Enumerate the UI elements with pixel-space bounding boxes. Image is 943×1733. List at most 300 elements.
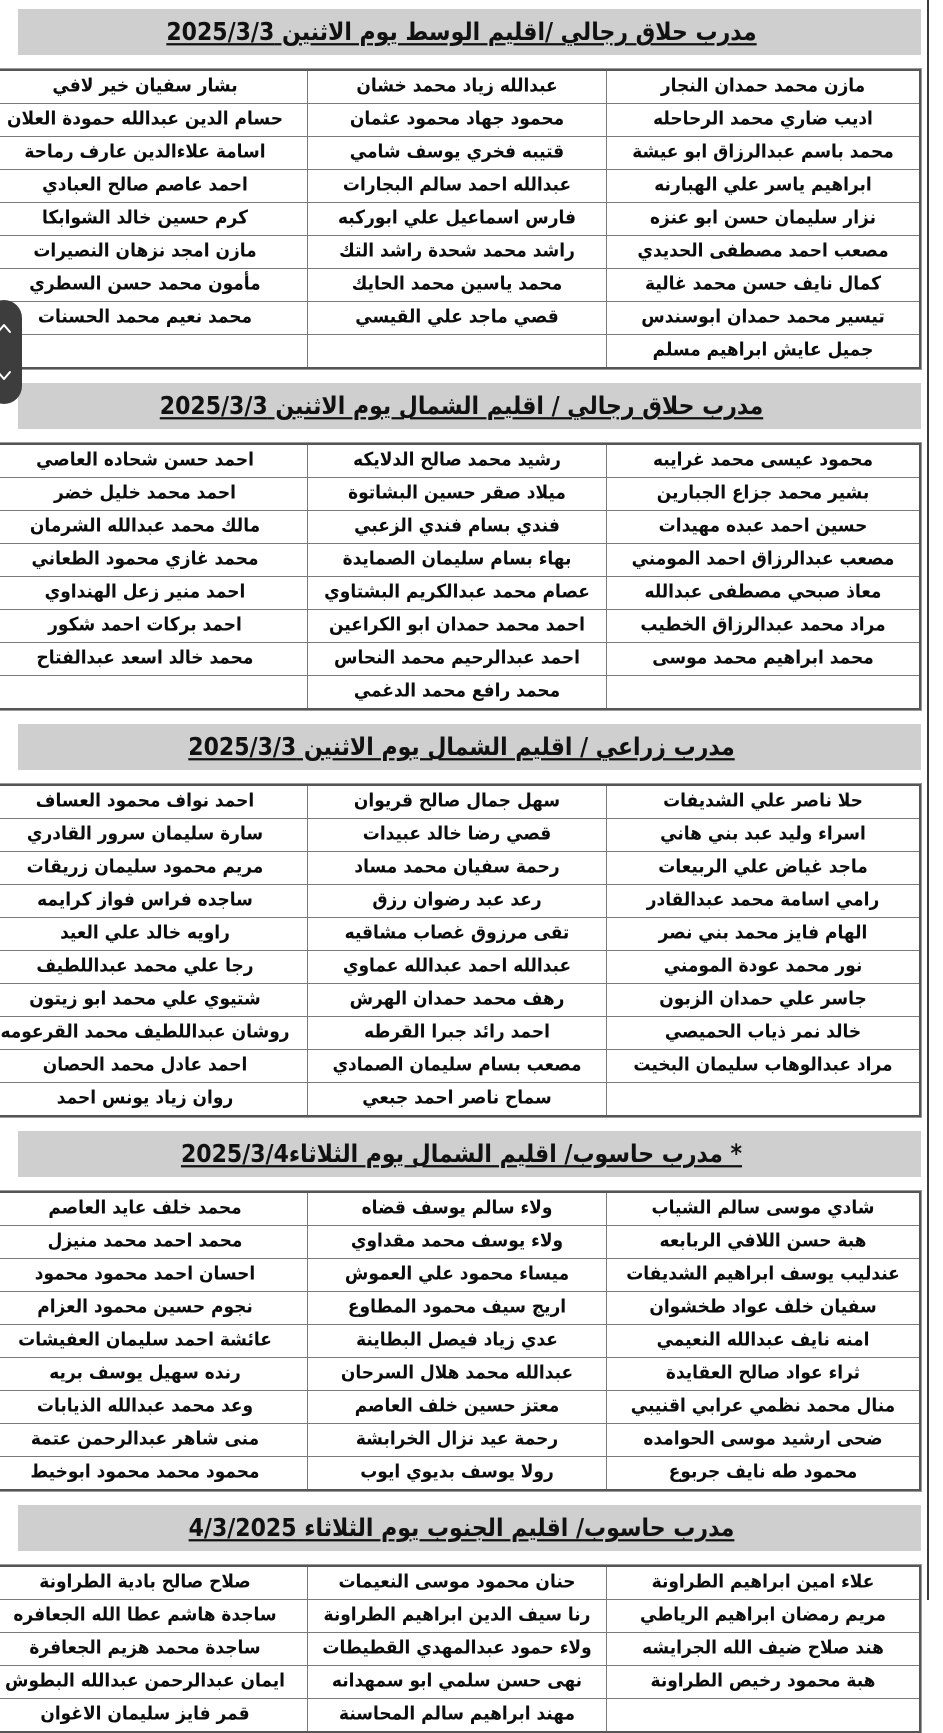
name-cell bbox=[607, 1050, 921, 1083]
table-row bbox=[0, 1292, 920, 1325]
name-cell bbox=[607, 1358, 921, 1391]
table-row bbox=[0, 302, 920, 335]
name-cell bbox=[308, 885, 607, 918]
name-cell bbox=[607, 104, 921, 137]
name-text: محمود طه نايف جربوع bbox=[668, 1461, 858, 1483]
name-text: حلا ناصر علي الشديفات bbox=[663, 790, 863, 812]
section-gap bbox=[18, 1491, 921, 1505]
name-cell bbox=[0, 785, 308, 819]
name-text: كمال نايف حسن محمد غالية bbox=[645, 273, 881, 295]
name-cell bbox=[607, 785, 921, 819]
table-row bbox=[0, 852, 920, 885]
name-cell bbox=[0, 610, 308, 643]
name-cell bbox=[607, 1666, 921, 1699]
name-text: نهى حسن سلمي ابو سمهدانه bbox=[331, 1670, 583, 1692]
name-text: ولاء حمود عبدالمهدي القطيطات bbox=[322, 1637, 592, 1659]
name-cell bbox=[607, 1325, 921, 1358]
name-cell bbox=[0, 1050, 308, 1083]
name-text: عبدالله زياد محمد خشان bbox=[356, 75, 558, 97]
name-cell bbox=[308, 1325, 607, 1358]
name-cell bbox=[308, 544, 607, 577]
name-cell bbox=[0, 170, 308, 203]
name-cell bbox=[0, 1566, 308, 1600]
name-cell bbox=[308, 444, 607, 478]
table-row bbox=[0, 137, 920, 170]
name-text: منال محمد نظمي عرابي اقنيبي bbox=[630, 1395, 896, 1417]
name-text: ميساء محمود علي العموش bbox=[344, 1263, 570, 1285]
table-row bbox=[0, 1325, 920, 1358]
name-cell bbox=[607, 544, 921, 577]
name-text: مريم محمود سليمان زريقات bbox=[26, 856, 264, 878]
table-row bbox=[0, 1600, 920, 1633]
name-text: احمد رائد جبرا القرطه bbox=[364, 1021, 550, 1043]
name-cell bbox=[308, 302, 607, 335]
names-table bbox=[0, 443, 921, 710]
name-cell bbox=[308, 610, 607, 643]
name-text: محمد ابراهيم محمد موسى bbox=[652, 647, 874, 669]
name-cell bbox=[607, 1633, 921, 1666]
name-cell bbox=[308, 643, 607, 676]
name-cell bbox=[0, 643, 308, 676]
name-cell bbox=[0, 852, 308, 885]
section-gap bbox=[18, 1551, 921, 1565]
name-cell bbox=[308, 104, 607, 137]
name-cell bbox=[607, 70, 921, 104]
name-cell-empty bbox=[0, 335, 308, 369]
name-text: محمد احمد محمد منيزل bbox=[47, 1230, 243, 1252]
name-text: بشار سفيان خير لافي bbox=[52, 75, 238, 97]
section-gap bbox=[18, 1117, 921, 1131]
name-cell bbox=[0, 1666, 308, 1699]
name-cell bbox=[308, 269, 607, 302]
name-text: جميل عايش ابراهيم مسلم bbox=[652, 339, 874, 361]
name-text: مازن محمد حمدان النجار bbox=[660, 75, 866, 97]
table-row bbox=[0, 544, 920, 577]
table-row bbox=[0, 577, 920, 610]
name-cell bbox=[0, 1699, 308, 1733]
name-cell-empty bbox=[607, 1083, 921, 1117]
name-text: محمد ياسين محمد الحايك bbox=[351, 273, 563, 295]
table-row bbox=[0, 70, 920, 104]
name-cell bbox=[308, 478, 607, 511]
name-cell bbox=[607, 236, 921, 269]
name-cell bbox=[0, 511, 308, 544]
name-cell bbox=[308, 1424, 607, 1457]
section-gap bbox=[18, 710, 921, 724]
name-text: قمر فايز سليمان الاغوان bbox=[40, 1703, 250, 1725]
name-text: جاسر علي حمدان الزبون bbox=[659, 988, 867, 1010]
name-text: نزار سليمان حسن ابو عنزه bbox=[649, 207, 876, 229]
table-row bbox=[0, 1259, 920, 1292]
name-text: ميلاد صقر حسين البشاتوة bbox=[348, 482, 566, 504]
section-heading-text: * مدرب حاسوب/ اقليم الشمال يوم الثلاثاء2025/3/4 bbox=[180, 1140, 743, 1168]
name-cell bbox=[0, 819, 308, 852]
table-row bbox=[0, 785, 920, 819]
name-text: شادي موسى سالم الشياب bbox=[651, 1197, 875, 1219]
name-text: فارس اسماعيل علي ابوركبه bbox=[337, 207, 577, 229]
name-text: مصعب عبدالرزاق احمد المومني bbox=[631, 548, 895, 570]
name-cell bbox=[607, 1391, 921, 1424]
name-cell-empty bbox=[0, 676, 308, 710]
name-cell bbox=[308, 70, 607, 104]
scroll-pill-control[interactable] bbox=[0, 300, 22, 404]
name-text: محمد نعيم محمد الحسنات bbox=[37, 306, 253, 328]
name-text: ضحى ارشيد موسى الحوامده bbox=[643, 1428, 883, 1450]
name-cell-empty bbox=[607, 676, 921, 710]
name-text: رامي اسامة محمد عبدالقادر bbox=[646, 889, 880, 911]
name-text: ماجد غياض علي الربيعات bbox=[658, 856, 868, 878]
table-row bbox=[0, 610, 920, 643]
table-row bbox=[0, 984, 920, 1017]
name-cell bbox=[0, 918, 308, 951]
section-heading-text: مدرب حاسوب/ اقليم الجنوب يوم الثلاثاء 4/3/2025 bbox=[188, 1514, 735, 1542]
table-row bbox=[0, 104, 920, 137]
name-cell bbox=[607, 1226, 921, 1259]
section-gap bbox=[18, 369, 921, 383]
name-cell bbox=[0, 1192, 308, 1226]
section-gap bbox=[18, 1177, 921, 1191]
name-text: محمود عيسى محمد غرايبه bbox=[652, 449, 873, 471]
name-cell bbox=[607, 1566, 921, 1600]
name-text: وعد محمد عبدالله الذيابات bbox=[36, 1395, 254, 1417]
name-text: مهند ابراهيم سالم المحاسنة bbox=[339, 1703, 575, 1725]
section-heading-text: مدرب حلاق رجالي / اقليم الشمال يوم الاثنين 2025/3/3 bbox=[159, 392, 764, 420]
section-header bbox=[18, 724, 921, 770]
table-row bbox=[0, 676, 920, 710]
name-text: بهاء بسام سليمان الصمايدة bbox=[342, 548, 572, 570]
name-cell bbox=[0, 236, 308, 269]
name-text: سماح ناصر احمد جبعي bbox=[362, 1087, 552, 1109]
table-row bbox=[0, 1192, 920, 1226]
name-text: محمود محمد محمود ابوخيط bbox=[30, 1461, 260, 1483]
name-text: احمد عاصم صالح العبادي bbox=[42, 174, 248, 196]
name-text: معتز حسين خلف العاصم bbox=[354, 1395, 560, 1417]
name-text: احمد محمد خليل خضر bbox=[54, 482, 236, 504]
name-cell bbox=[0, 1292, 308, 1325]
name-cell bbox=[607, 1457, 921, 1491]
name-text: قصي ماجد علي القيسي bbox=[355, 306, 559, 328]
table-row bbox=[0, 918, 920, 951]
name-text: اديب ضاري محمد الرحاحله bbox=[653, 108, 873, 130]
page-corner-notch bbox=[0, 0, 16, 10]
name-text: ساجدة محمد هزيم الجعافرة bbox=[29, 1637, 261, 1659]
name-text: نجوم حسين محمود العزام bbox=[37, 1296, 253, 1318]
name-text: احسان احمد محمود محمود bbox=[34, 1263, 256, 1285]
name-cell bbox=[308, 1633, 607, 1666]
name-text: سهل جمال صالح قريوان bbox=[353, 790, 561, 812]
name-text: ولاء سالم يوسف قضاه bbox=[361, 1197, 553, 1219]
name-cell bbox=[0, 478, 308, 511]
table-row bbox=[0, 1017, 920, 1050]
name-text: عائشة احمد سليمان العفيشات bbox=[18, 1329, 272, 1351]
name-cell bbox=[607, 335, 921, 369]
name-cell bbox=[308, 785, 607, 819]
name-text: رنده سهيل يوسف بريه bbox=[49, 1362, 241, 1384]
name-text: قتيبه فخري يوسف شامي bbox=[349, 141, 565, 163]
name-cell bbox=[0, 1358, 308, 1391]
name-text: مراد محمد عبدالرزاق الخطيب bbox=[640, 614, 886, 636]
name-cell bbox=[308, 1083, 607, 1117]
table-row bbox=[0, 819, 920, 852]
name-text: ثراء عواد صالح العقايدة bbox=[665, 1362, 861, 1384]
name-cell bbox=[0, 1391, 308, 1424]
names-table bbox=[0, 1191, 921, 1491]
name-cell bbox=[607, 203, 921, 236]
section-gap bbox=[18, 429, 921, 443]
name-cell-empty bbox=[308, 335, 607, 369]
section-heading-text: مدرب حلاق رجالي /اقليم الوسط يوم الاثنين 2025/3/3 bbox=[166, 18, 757, 46]
name-text: عبدالله احمد سالم البجارات bbox=[342, 174, 572, 196]
name-cell bbox=[0, 203, 308, 236]
table-row bbox=[0, 1424, 920, 1457]
name-cell bbox=[607, 1192, 921, 1226]
name-text: صلاح صالح بادية الطراونة bbox=[39, 1571, 251, 1593]
name-cell bbox=[0, 1226, 308, 1259]
name-text: احمد عبدالرحيم محمد النحاس bbox=[334, 647, 580, 669]
name-text: هبة حسن اللافي الربابعه bbox=[659, 1230, 867, 1252]
name-text: تقى مرزوق غصاب مشاقيه bbox=[344, 922, 570, 944]
name-cell bbox=[0, 1633, 308, 1666]
section-header bbox=[18, 1505, 921, 1551]
name-text: روشان عبداللطيف محمد القرعومه bbox=[0, 1021, 290, 1043]
name-cell bbox=[0, 951, 308, 984]
table-row bbox=[0, 1050, 920, 1083]
table-row bbox=[0, 1083, 920, 1117]
name-cell bbox=[0, 1600, 308, 1633]
name-text: رجا علي محمد عبداللطيف bbox=[36, 955, 254, 977]
name-cell bbox=[308, 918, 607, 951]
name-text: مازن امجد نزهان النصيرات bbox=[33, 240, 257, 262]
name-cell bbox=[607, 1259, 921, 1292]
name-text: احمد منير زعل الهنداوي bbox=[44, 581, 246, 603]
name-cell bbox=[308, 236, 607, 269]
name-cell bbox=[308, 137, 607, 170]
name-text: رنا سيف الدين ابراهيم الطراونة bbox=[323, 1604, 591, 1626]
name-text: عبدالله محمد هلال السرحان bbox=[340, 1362, 574, 1384]
name-cell bbox=[607, 951, 921, 984]
name-cell bbox=[308, 1457, 607, 1491]
name-cell bbox=[607, 478, 921, 511]
name-text: محمد خالد اسعد عبدالفتاح bbox=[36, 647, 254, 669]
name-cell bbox=[0, 1325, 308, 1358]
name-cell bbox=[308, 511, 607, 544]
table-row bbox=[0, 1391, 920, 1424]
table-row bbox=[0, 951, 920, 984]
table-row bbox=[0, 643, 920, 676]
name-cell bbox=[308, 1292, 607, 1325]
name-text: ابراهيم ياسر علي الهبارنه bbox=[654, 174, 872, 196]
name-text: بشير محمد جزاع الجبارين bbox=[656, 482, 870, 504]
name-text: قصي رضا خالد عبيدات bbox=[362, 823, 552, 845]
name-cell bbox=[308, 852, 607, 885]
name-cell bbox=[0, 444, 308, 478]
name-text: حنان محمود موسى النعيمات bbox=[338, 1571, 576, 1593]
name-text: حسام الدين عبدالله حمودة العلان bbox=[7, 108, 283, 130]
name-cell bbox=[607, 1292, 921, 1325]
section-gap bbox=[18, 770, 921, 784]
name-text: امنه نايف عبدالله النعيمي bbox=[656, 1329, 870, 1351]
name-cell bbox=[607, 1017, 921, 1050]
table-row bbox=[0, 1566, 920, 1600]
table-row bbox=[0, 444, 920, 478]
name-text: منى شاهر عبدالرحمن عتمة bbox=[30, 1428, 260, 1450]
name-text: احمد محمد حمدان ابو الكراعين bbox=[329, 614, 585, 636]
chevron-up-icon[interactable] bbox=[0, 320, 13, 338]
name-cell bbox=[0, 984, 308, 1017]
name-cell bbox=[607, 1424, 921, 1457]
name-text: عندليب يوسف ابراهيم الشديفات bbox=[626, 1263, 900, 1285]
name-text: هبة محمود رخيص الطراونة bbox=[650, 1670, 876, 1692]
table-row bbox=[0, 1666, 920, 1699]
name-text: راشد محمد شحدة راشد التك bbox=[339, 240, 575, 262]
name-cell bbox=[308, 1259, 607, 1292]
name-text: احمد نواف محمود العساف bbox=[35, 790, 255, 812]
name-cell bbox=[0, 104, 308, 137]
name-cell bbox=[607, 918, 921, 951]
name-cell bbox=[308, 1192, 607, 1226]
name-text: رشيد محمد صالح الدلايكه bbox=[353, 449, 561, 471]
section-header bbox=[18, 383, 921, 429]
name-text: عبدالله احمد عبدالله عماوي bbox=[342, 955, 572, 977]
name-text: ساجده فراس فواز كرايمه bbox=[37, 889, 253, 911]
name-cell bbox=[607, 577, 921, 610]
name-text: مالك محمد عبدالله الشرمان bbox=[29, 515, 261, 537]
name-cell bbox=[308, 819, 607, 852]
name-cell-empty bbox=[607, 1699, 921, 1733]
name-text: اسراء وليد عبد بني هاني bbox=[660, 823, 866, 845]
name-text: شتيوي علي محمد ابو زيتون bbox=[29, 988, 261, 1010]
name-text: رحمة سفيان محمد مساد bbox=[354, 856, 560, 878]
names-table bbox=[0, 784, 921, 1117]
table-row bbox=[0, 1358, 920, 1391]
name-cell bbox=[607, 885, 921, 918]
name-cell bbox=[607, 170, 921, 203]
name-text: تيسير محمد حمدان ابوسندس bbox=[641, 306, 885, 328]
name-text: مأمون محمد حسن السطري bbox=[29, 273, 261, 295]
name-cell bbox=[0, 302, 308, 335]
name-cell bbox=[308, 203, 607, 236]
section-heading-text: مدرب زراعي / اقليم الشمال يوم الاثنين 2025/3/3 bbox=[188, 733, 735, 761]
name-cell bbox=[607, 444, 921, 478]
name-cell bbox=[607, 643, 921, 676]
name-text: فندي بسام فندي الزعبي bbox=[354, 515, 560, 537]
name-text: ولاء يوسف محمد مقداوي bbox=[350, 1230, 564, 1252]
name-cell bbox=[607, 819, 921, 852]
name-text: هند صلاح ضيف الله الجرايشه bbox=[642, 1637, 884, 1659]
name-cell bbox=[308, 984, 607, 1017]
name-cell bbox=[0, 137, 308, 170]
names-table bbox=[0, 1565, 921, 1733]
name-text: معاذ صبحي مصطفى عبدالله bbox=[644, 581, 882, 603]
table-row bbox=[0, 269, 920, 302]
name-text: سارة سليمان سرور القادري bbox=[26, 823, 264, 845]
name-text: احمد حسن شحاده العاصي bbox=[36, 449, 254, 471]
table-row bbox=[0, 511, 920, 544]
name-cell bbox=[607, 302, 921, 335]
name-cell bbox=[308, 1391, 607, 1424]
name-cell bbox=[0, 577, 308, 610]
name-cell bbox=[607, 511, 921, 544]
name-cell bbox=[308, 1226, 607, 1259]
name-cell bbox=[308, 1600, 607, 1633]
table-row bbox=[0, 1699, 920, 1733]
table-row bbox=[0, 478, 920, 511]
section-gap bbox=[18, 0, 921, 9]
name-cell bbox=[308, 577, 607, 610]
name-text: محمد باسم عبدالرزاق ابو عيشة bbox=[632, 141, 894, 163]
name-cell bbox=[607, 269, 921, 302]
name-cell bbox=[308, 1699, 607, 1733]
name-text: رعد عبد رضوان رزق bbox=[372, 889, 542, 911]
name-text: راويه خالد علي العيد bbox=[60, 922, 230, 944]
table-row bbox=[0, 335, 920, 369]
section-header bbox=[18, 1131, 921, 1177]
name-cell bbox=[308, 170, 607, 203]
name-text: رولا يوسف بديوي ايوب bbox=[360, 1461, 554, 1483]
name-text: رحمة عيد نزال الخرابشة bbox=[355, 1428, 559, 1450]
table-row bbox=[0, 1633, 920, 1666]
name-cell bbox=[0, 70, 308, 104]
name-text: اسامة علاءالدين عارف رماحة bbox=[24, 141, 266, 163]
table-row bbox=[0, 236, 920, 269]
chevron-down-icon[interactable] bbox=[0, 366, 13, 384]
name-cell bbox=[607, 852, 921, 885]
name-text: مريم رمضان ابراهيم الرياطي bbox=[640, 1604, 886, 1626]
name-text: مصعب بسام سليمان الصمادي bbox=[332, 1054, 582, 1076]
name-text: علاء امين ابراهيم الطراونة bbox=[651, 1571, 875, 1593]
name-text: عصام محمد عبدالكريم البشتاوي bbox=[324, 581, 590, 603]
name-text: الهام فايز محمد بني نصر bbox=[658, 922, 868, 944]
name-cell bbox=[308, 676, 607, 710]
name-cell bbox=[308, 1358, 607, 1391]
table-row bbox=[0, 885, 920, 918]
name-text: ايمان عبدالرحمن عبدالله البطوش bbox=[4, 1670, 286, 1692]
section-header bbox=[18, 9, 921, 55]
name-text: مصعب احمد مصطفى الحديدي bbox=[637, 240, 889, 262]
name-text: محمد غازي محمود الطعاني bbox=[31, 548, 259, 570]
name-cell bbox=[0, 885, 308, 918]
name-text: رهف محمد حمدان الهرش bbox=[349, 988, 565, 1010]
name-cell bbox=[607, 984, 921, 1017]
name-text: ساجدة هاشم عطا الله الجعافره bbox=[13, 1604, 277, 1626]
table-row bbox=[0, 1226, 920, 1259]
name-text: محمود جهاد محمود عثمان bbox=[349, 108, 565, 130]
name-cell bbox=[308, 1666, 607, 1699]
name-cell bbox=[308, 951, 607, 984]
name-cell bbox=[308, 1017, 607, 1050]
name-cell bbox=[607, 1600, 921, 1633]
name-text: اريج سيف محمود المطاوع bbox=[347, 1296, 567, 1318]
name-cell bbox=[0, 1424, 308, 1457]
name-text: مراد عبدالوهاب سليمان البخيت bbox=[633, 1054, 893, 1076]
name-text: نور محمد عودة المومني bbox=[663, 955, 863, 977]
name-text: محمد رافع محمد الدغمي bbox=[353, 680, 561, 702]
name-cell bbox=[0, 1017, 308, 1050]
name-text: احمد عادل محمد الحصان bbox=[42, 1054, 248, 1076]
name-text: روان زياد يونس احمد bbox=[56, 1087, 234, 1109]
name-cell bbox=[0, 544, 308, 577]
name-cell bbox=[607, 137, 921, 170]
name-text: خالد نمر ذياب الحميصي bbox=[664, 1021, 862, 1043]
name-cell bbox=[308, 1566, 607, 1600]
table-row bbox=[0, 1457, 920, 1491]
section-gap bbox=[18, 55, 921, 69]
table-row bbox=[0, 170, 920, 203]
name-text: محمد خلف عايد العاصم bbox=[48, 1197, 242, 1219]
name-text: احمد بركات احمد شكور bbox=[48, 614, 242, 636]
name-cell bbox=[0, 1457, 308, 1491]
name-text: سفيان خلف عواد طخشوان bbox=[649, 1296, 877, 1318]
